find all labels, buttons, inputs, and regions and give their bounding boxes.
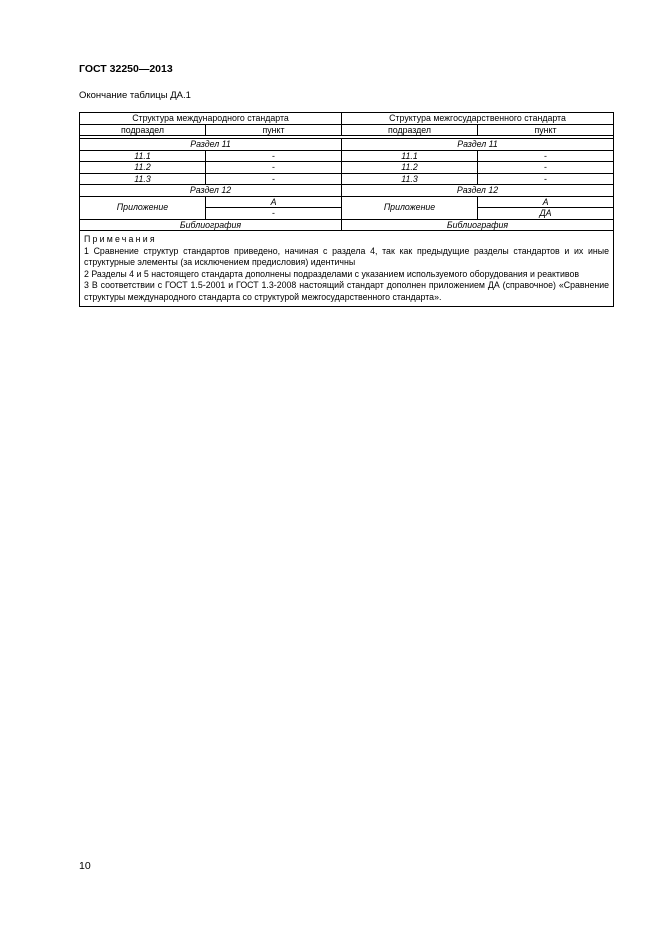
- inter-appendix-da: ДА: [478, 208, 614, 220]
- note-item-2: 2 Разделы 4 и 5 настоящего стандарта дополнены подразделами с указанием используемого оборудования и реактивов: [84, 268, 580, 279]
- table-row: [80, 150, 614, 162]
- intl-subsection-cell: 11.3: [80, 173, 206, 185]
- inter-subsection-cell: 11.1: [342, 150, 478, 162]
- intl-section-11: Раздел 11: [80, 139, 342, 151]
- intl-bibliography: Библиография: [80, 219, 342, 231]
- table-row: [80, 173, 614, 185]
- intl-clause-cell: -: [206, 162, 342, 174]
- intl-subsection-cell: 11.2: [80, 162, 206, 174]
- inter-structure-header: Структура межгосударственного стандарта: [342, 113, 614, 125]
- inter-subsection-cell: 11.3: [342, 173, 478, 185]
- table-row: [80, 162, 614, 174]
- intl-structure-header: Структура международного стандарта: [80, 113, 342, 125]
- page-number: 10: [79, 860, 91, 872]
- intl-clause-cell: -: [206, 150, 342, 162]
- table-caption: Окончание таблицы ДА.1: [79, 90, 191, 101]
- intl-clause-header: пункт: [206, 124, 342, 136]
- document-header: ГОСТ 32250—2013: [79, 63, 173, 75]
- comparison-table: [79, 112, 614, 307]
- inter-clause-header: пункт: [478, 124, 614, 136]
- inter-bibliography: Библиография: [342, 219, 614, 231]
- inter-appendix-label: Приложение: [342, 196, 478, 219]
- inter-clause-cell: -: [478, 173, 614, 185]
- intl-appendix-a: A: [206, 196, 342, 208]
- inter-clause-cell: -: [478, 150, 614, 162]
- note-item-3: 3 В соответствии с ГОСТ 1.5-2001 и ГОСТ 1.3-2008 настоящий стандарт дополнен приложением ДА (справочное) «Сравнение структуры международного стандарта со структурой межгосударственного стандарта».: [84, 280, 610, 302]
- inter-clause-cell: -: [478, 162, 614, 174]
- inter-section-11: Раздел 11: [342, 139, 614, 151]
- intl-appendix-label: Приложение: [80, 196, 206, 219]
- intl-section-12: Раздел 12: [80, 185, 342, 197]
- notes-cell: [80, 231, 614, 307]
- intl-subsection-header: подраздел: [80, 124, 206, 136]
- note-item-1: 1 Сравнение структур стандартов приведено, начиная с раздела 4, так как предыдущие разделы стандартов и их иные структурные элементы (за исключением предисловия) идентичны: [84, 245, 610, 267]
- intl-subsection-cell: 11.1: [80, 150, 206, 162]
- intl-clause-cell: -: [206, 173, 342, 185]
- inter-appendix-a: A: [478, 196, 614, 208]
- notes-title: Примечания: [84, 234, 157, 244]
- inter-subsection-header: подраздел: [342, 124, 478, 136]
- inter-section-12: Раздел 12: [342, 185, 614, 197]
- inter-subsection-cell: 11.2: [342, 162, 478, 174]
- intl-appendix-da: -: [206, 208, 342, 220]
